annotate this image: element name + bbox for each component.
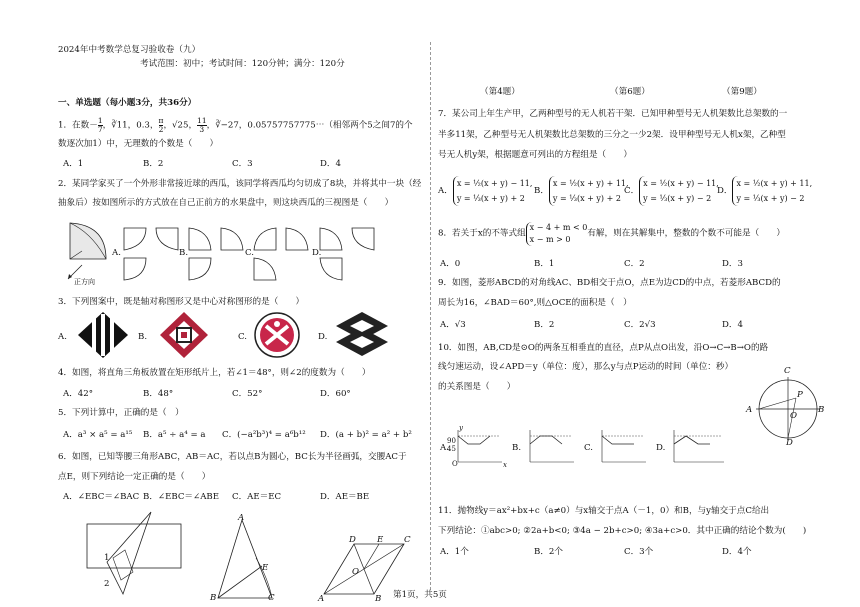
q7-option-b[interactable]: B． x = ½(x + y) + 11, y = ⅓(x + y) + 2 <box>534 176 629 206</box>
q2-option-b-label[interactable]: B. <box>179 248 189 258</box>
q4-option-d[interactable]: D．60° <box>320 389 351 399</box>
q2-option-c-label[interactable]: C. <box>245 248 255 258</box>
q9-label-c: C <box>404 535 411 545</box>
caption-q4: （第4题） <box>480 87 520 97</box>
caption-q9: （第9题） <box>722 87 762 97</box>
q10-option-c-label[interactable]: C. <box>584 443 594 453</box>
q4-label-1: 1 <box>104 553 110 563</box>
q10-option-d-label[interactable]: D. <box>656 443 666 453</box>
q11-option-a[interactable]: A．1个 <box>440 547 469 557</box>
q3-option-a-emblem[interactable] <box>78 312 128 358</box>
q9-option-c[interactable]: C．2√3 <box>624 320 656 330</box>
q10-graph-y: y <box>459 424 463 432</box>
q5-option-a[interactable]: A．a³ × a⁵ = a¹⁵ <box>63 430 133 440</box>
caption-q6: （第6题） <box>610 87 650 97</box>
q6-label-b: B <box>210 593 217 603</box>
q6-option-c[interactable]: C．AE＝EC <box>232 492 282 502</box>
q11-line1: 11．抛物线y＝ax²+bx+c（a≠0）与x轴交于点A（－1，0）和B，与y轴交于点C给出 <box>438 506 770 516</box>
q10-option-a-graph[interactable] <box>452 428 504 466</box>
q10-line2: 线匀速运动，设∠APD＝y（单位：度），那么y与点P运动的时间（单位：秒） <box>438 362 734 372</box>
q10-option-c-graph[interactable] <box>596 428 648 466</box>
q7-option-a[interactable]: A． x = ½(x + y) − 11, y = ⅓(x + y) + 2 <box>438 176 532 206</box>
q9-line2: 周长为16，∠BAD＝60°,则△OCE的面积是（ ） <box>438 298 632 308</box>
q10-line3: 的关系图是（ ） <box>438 382 516 392</box>
q2-option-d-views[interactable] <box>318 226 378 286</box>
q9-option-b[interactable]: B．2 <box>534 320 555 330</box>
q10-option-b-graph[interactable] <box>524 428 576 466</box>
q2-option-d-label[interactable]: D. <box>312 248 322 258</box>
q1-line2: 数逐次加1）中，无理数的个数是（ ） <box>58 139 219 149</box>
q10-label-o: O <box>790 411 798 421</box>
direction-arrow-label: 正方向 <box>74 278 95 286</box>
q4-label-2: 2 <box>104 579 110 589</box>
q4-figure <box>85 510 185 600</box>
q2-option-c-views[interactable] <box>252 226 312 286</box>
q10-label-a: A <box>746 405 753 415</box>
column-divider <box>430 42 431 590</box>
q3-option-b-emblem[interactable] <box>160 312 208 358</box>
q3-option-c-label[interactable]: C. <box>238 332 248 342</box>
q6-line2: 点E，则下列结论一定正确的是（ ） <box>58 472 211 482</box>
q5-option-d[interactable]: D．(a + b)² = a² + b² <box>320 430 412 440</box>
q1-option-b[interactable]: B．2 <box>143 159 164 169</box>
q11-option-c[interactable]: C．3个 <box>624 547 654 557</box>
q10-circle-figure <box>752 372 824 446</box>
q4-option-c[interactable]: C．52° <box>232 389 263 399</box>
q8-option-a[interactable]: A．0 <box>440 259 461 269</box>
q3-option-a-label[interactable]: A. <box>58 332 67 342</box>
q11-option-b[interactable]: B．2个 <box>534 547 563 557</box>
q10-line1: 10．如图，AB,CD是⊙O的两条互相垂直的直径，点P从点O出发，沿O→C→B→O的路 <box>438 343 769 353</box>
q7-line3: 号无人机y架，根据题意可列出的方程组是（ ） <box>438 150 632 160</box>
q10-label-d: D <box>786 438 793 448</box>
q10-graph-tick-45: 45 <box>447 445 456 453</box>
exam-title: 2024年中考数学总复习验收卷（九） <box>58 45 201 55</box>
q4-line1: 4．如图，将直角三角板放置在矩形纸片上，若∠1＝48°，则∠2的度数为（ ） <box>58 368 371 378</box>
q10-option-d-graph[interactable] <box>668 428 728 466</box>
q9-label-o: O <box>352 567 360 577</box>
q8-option-c[interactable]: C．2 <box>624 259 645 269</box>
q10-label-p: P <box>797 390 803 400</box>
q6-label-a: A <box>238 513 245 523</box>
q11-line2: 下列结论：①abc>0; ②2a+b<0; ③4a − 2b+c>0; ④3a+c>0．其中正确的结论个数为( ) <box>438 526 807 536</box>
q6-figure <box>212 518 282 602</box>
q9-label-e: E <box>377 535 384 545</box>
q7-line1: 7．某公司上年生产甲，乙两种型号的无人机若干架．已知甲种型号无人机架数比总架数的一 <box>438 109 788 119</box>
q9-label-b: B <box>375 594 382 604</box>
q9-label-a: A <box>318 594 325 604</box>
exam-info: 考试范围：初中；考试时间：120分钟；满分：120分 <box>140 59 345 69</box>
q10-label-b: B <box>818 405 825 415</box>
q3-line1: 3．下列图案中，既是轴对称图形又是中心对称图形的是（ ） <box>58 297 305 307</box>
q1-line1: 1．在数－ $\frac{1}{7}$ ，∛11，0.3， $\frac{\pi}{2}$ ，√25， $\frac{11}{3}$ ，∛−27，0.05757757775⋯（相邻两个5之间7的个 <box>58 116 413 134</box>
q6-line1: 6．如图，已知等腰三角形ABC，AB＝AC，若以点B为圆心，BC长为半径画弧，交腰AC于 <box>58 452 407 462</box>
q6-option-a[interactable]: A．∠EBC＝∠BAC <box>63 492 140 502</box>
q8-option-b[interactable]: B．1 <box>534 259 555 269</box>
q5-option-c[interactable]: C．(−a²b³)⁴ = a⁶b¹² <box>222 430 306 440</box>
q8-line1: 8．若关于x的不等式组 x − 4 + m < 0 x − m > 0 有解，则在其解集中，整数的个数不可能是（ ） <box>438 223 785 244</box>
q3-option-c-emblem[interactable] <box>254 312 300 358</box>
q6-label-c: C <box>268 593 275 603</box>
q11-option-d[interactable]: D．4个 <box>722 547 752 557</box>
q10-graph-origin: O <box>452 460 458 468</box>
q6-option-d[interactable]: D．AE＝BE <box>320 492 370 502</box>
q1-option-d[interactable]: D．4 <box>320 159 341 169</box>
q6-option-b[interactable]: B．∠EBC＝∠ABE <box>143 492 220 502</box>
q1-option-c[interactable]: C．3 <box>232 159 253 169</box>
q7-option-c[interactable]: C． x = ½(x + y) − 11, y = ⅓(x + y) − 2 <box>624 176 719 206</box>
q9-option-d[interactable]: D．4 <box>722 320 743 330</box>
q9-label-d: D <box>349 535 356 545</box>
q2-option-b-views[interactable] <box>187 226 247 286</box>
q1-option-a[interactable]: A．1 <box>63 159 84 169</box>
q7-option-d[interactable]: D． x = ½(x + y) + 11, y = ⅓(x + y) − 2 <box>717 176 812 206</box>
q6-label-e: E <box>262 563 269 573</box>
q4-option-a[interactable]: A．42° <box>63 389 94 399</box>
q10-option-a-label[interactable]: A. <box>440 443 449 453</box>
q3-option-b-label[interactable]: B. <box>138 332 148 342</box>
q5-option-b[interactable]: B．a⁵ ÷ a⁴ = a <box>143 430 206 440</box>
q3-option-d-emblem[interactable] <box>336 312 388 356</box>
q2-line2: 抽象后）按如图所示的方式放在自己正前方的水果盘中，则这块西瓜的三视图是（ ） <box>58 198 394 208</box>
q8-option-d[interactable]: D．3 <box>722 259 743 269</box>
q10-option-b-label[interactable]: B. <box>512 443 522 453</box>
q7-line2: 半多11架，乙种型号无人机架数比总架数的三分之一少2架．设甲种型号无人机x架，乙种型 <box>438 130 786 140</box>
section-title: 一、单选题（每小题3分，共36分） <box>58 98 197 108</box>
q10-graph-x: x <box>503 461 507 469</box>
q10-label-c: C <box>784 366 791 376</box>
q4-option-b[interactable]: B．48° <box>143 389 174 399</box>
q10-graph-tick-90: 90 <box>447 437 456 445</box>
q2-option-a-views[interactable] <box>122 226 182 286</box>
q3-option-d-label[interactable]: D. <box>318 332 328 342</box>
page-number: 第1页，共5页 <box>393 590 447 600</box>
q9-option-a[interactable]: A．√3 <box>440 320 466 330</box>
q9-line1: 9．如图，菱形ABCD的对角线AC、BD相交于点O，点E为边CD的中点，若菱形ABCD的 <box>438 278 781 288</box>
q2-line1: 2．某同学家买了一个外形非常接近球的西瓜，该同学将西瓜均匀切成了8块，并将其中一块（经 <box>58 179 422 189</box>
q2-option-a-label[interactable]: A. <box>112 248 121 258</box>
q5-line1: 5．下列计算中，正确的是（ ） <box>58 408 184 418</box>
